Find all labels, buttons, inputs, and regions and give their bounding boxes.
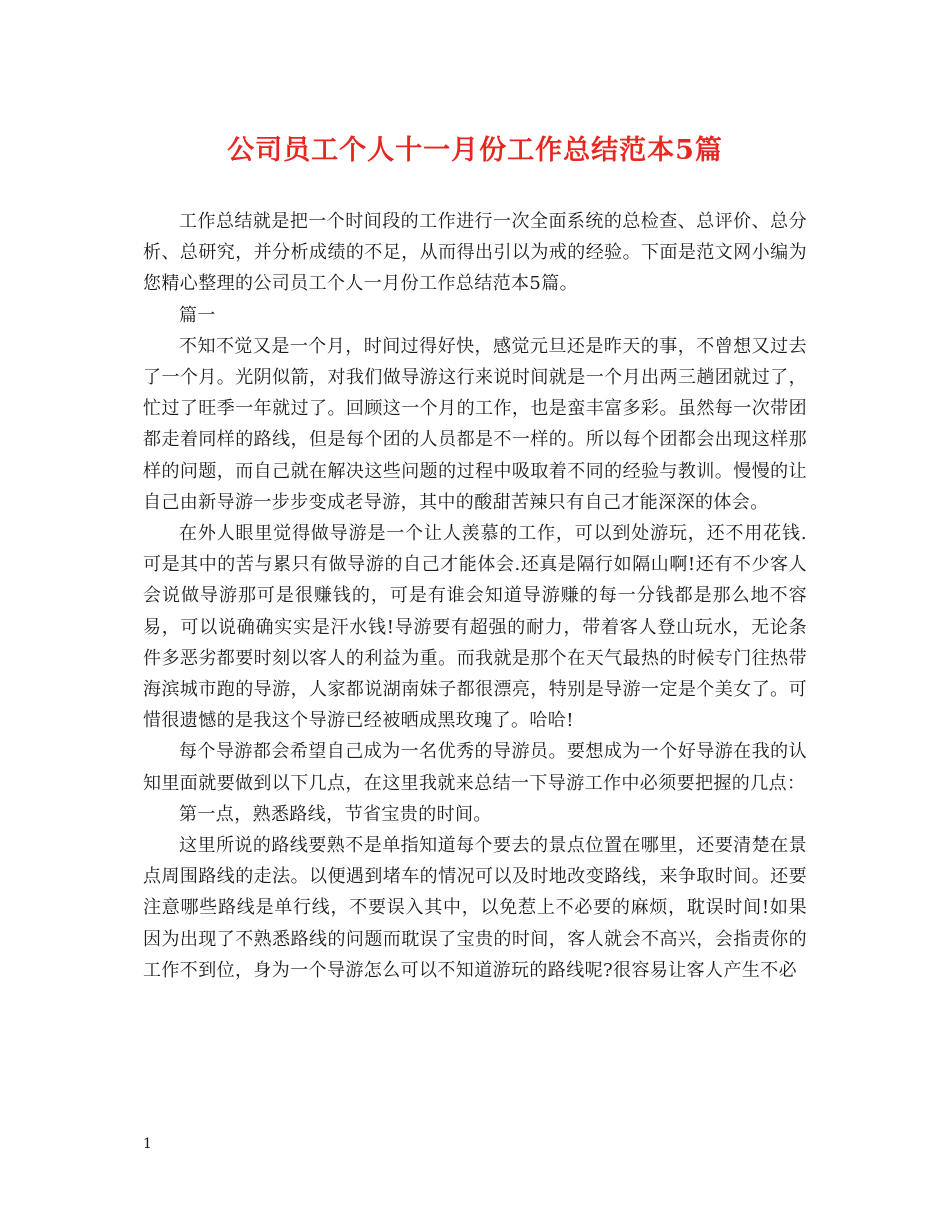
document-title: 公司员工个人十一月份工作总结范本5篇 [227, 135, 723, 166]
point-heading: 第一点，熟悉路线，节省宝贵的时间。 [179, 803, 492, 825]
body-paragraph: 这里所说的路线要熟不是单指知道每个要去的景点位置在哪里，还要清楚在景点周围路线的走法。以便遇到堵车的情况可以及时地改变路线，来争取时间。还要注意哪些路线是单行线，不要误入其中，以免惹上不必要的麻烦，耽误时间!如果因为出现了不熟悉路线的问题而耽误了宝贵的时间，客人就会不高兴，会指责你的工作不到位，身为一个导游怎么可以不知道游玩的路线呢?很容易让客人产生不必 [143, 835, 807, 981]
body-paragraph: 不知不觉又是一个月，时间过得好快，感觉元旦还是昨天的事，不曾想又过去了一个月。光阴似箭，对我们做导游这行来说时间就是一个月出两三趟团就过了，忙过了旺季一年就过了。回顾这一个月的工作，也是蛮丰富多彩。虽然每一次带团都走着同样的路线，但是每个团的人员都是不一样的。所以每个团都会出现这样那样的问题，而自己就在解决这些问题的过程中吸取着不同的经验与教训。慢慢的让自己由新导游一步步变成老导游，其中的酸甜苦辣只有自己才能深深的体会。 [143, 335, 807, 513]
body-paragraph: 每个导游都会希望自己成为一名优秀的导游员。要想成为一个好导游在我的认知里面就要做到以下几点，在这里我就来总结一下导游工作中必须要把握的几点： [143, 741, 807, 794]
document-body [143, 206, 807, 986]
page-number: 1 [143, 1136, 152, 1152]
section-heading-part-one: 篇一 [179, 304, 216, 326]
intro-paragraph: 工作总结就是把一个时间段的工作进行一次全面系统的总检查、总评价、总分析、总研究，并分析成绩的不足，从而得出引以为戒的经验。下面是范文网小编为您精心整理的公司员工个人一月份工作总结范本5篇。 [143, 211, 807, 295]
body-paragraph: 在外人眼里觉得做导游是一个让人羡慕的工作，可以到处游玩，还不用花钱.可是其中的苦与累只有做导游的自己才能体会.还真是隔行如隔山啊!还有不少客人会说做导游那可是很赚钱的，可是有谁会知道导游赚的每一分钱都是那么地不容易，可以说确确实实是汗水钱!导游要有超强的耐力，带着客人登山玩水，无论条件多恶劣都要时刻以客人的利益为重。而我就是那个在天气最热的时候专门往热带海滨城市跑的导游，人家都说湖南妹子都很漂亮，特别是导游一定是个美女了。可惜很遗憾的是我这个导游已经被晒成黑玫瑰了。哈哈! [143, 523, 807, 732]
